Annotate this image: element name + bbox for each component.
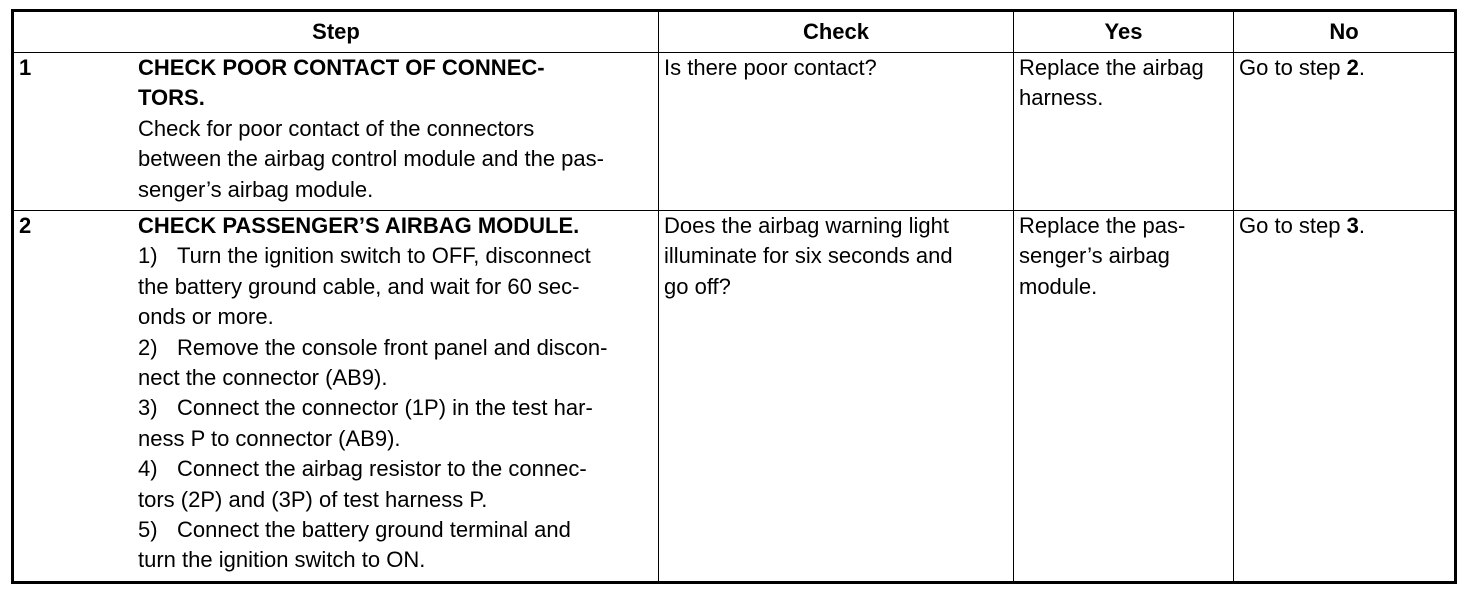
- substep: [138, 515, 654, 545]
- header-check: Check: [659, 11, 1014, 53]
- header-yes: Yes: [1014, 11, 1234, 53]
- substep-text: Connect the battery ground terminal and: [177, 517, 571, 543]
- step-title: TORS.: [138, 85, 205, 111]
- check-text: illuminate for six seconds and: [664, 243, 953, 269]
- no-suffix: .: [1358, 55, 1365, 80]
- step-text: Check for poor contact of the connectors: [138, 115, 535, 141]
- no-cell: [1234, 211, 1456, 583]
- table-row: [13, 53, 1456, 211]
- no-cell: [1234, 53, 1456, 211]
- step-text: between the airbag control module and the pas-: [138, 146, 604, 172]
- header-no: No: [1234, 11, 1456, 53]
- check-text: Does the airbag warning light: [664, 213, 949, 238]
- step-number: 2: [19, 213, 32, 238]
- yes-text: harness.: [1019, 85, 1104, 111]
- substep-text: Remove the console front panel and discon-: [177, 334, 608, 360]
- yes-text: Replace the airbag: [1019, 55, 1204, 80]
- step-title: CHECK POOR CONTACT OF CONNEC-: [138, 55, 545, 80]
- substep: [138, 393, 654, 423]
- no-suffix: .: [1358, 213, 1365, 238]
- yes-cell: [1014, 53, 1234, 211]
- substep: [138, 333, 654, 363]
- header-row: [13, 11, 1456, 53]
- diagnostic-table: [11, 9, 1457, 584]
- substep-number: 5): [138, 517, 158, 543]
- no-step-ref: 3: [1346, 213, 1359, 238]
- header-step: Step: [13, 11, 659, 53]
- no-text: Go to step: [1239, 213, 1347, 238]
- substep-text: tors (2P) and (3P) of test harness P.: [138, 486, 488, 512]
- yes-text: module.: [1019, 273, 1098, 299]
- no-step-ref: 2: [1346, 55, 1359, 80]
- substep: [138, 454, 654, 484]
- substep-text: ness P to connector (AB9).: [138, 425, 401, 451]
- substep-text: onds or more.: [138, 304, 274, 330]
- step-text: senger’s airbag module.: [138, 176, 374, 202]
- check-cell: [659, 53, 1014, 211]
- substep-text: Connect the airbag resistor to the connec-: [177, 456, 587, 482]
- step-number: 1: [19, 55, 32, 80]
- step-body: [138, 211, 654, 576]
- no-text: Go to step: [1239, 55, 1347, 80]
- substep-text: Connect the connector (1P) in the test har-: [177, 395, 593, 421]
- table-row: [13, 211, 1456, 583]
- step-body: [138, 53, 654, 205]
- yes-cell: [1014, 211, 1234, 583]
- substep-number: 2): [138, 334, 158, 360]
- substep: [138, 241, 654, 271]
- yes-text: senger’s airbag: [1019, 243, 1170, 269]
- check-text: Is there poor contact?: [664, 55, 877, 80]
- substep-number: 4): [138, 456, 158, 482]
- check-cell: [659, 211, 1014, 583]
- substep-text: the battery ground cable, and wait for 60 sec-: [138, 273, 580, 299]
- substep-text: nect the connector (AB9).: [138, 365, 388, 391]
- check-text: go off?: [664, 273, 731, 299]
- substep-number: 1): [138, 243, 158, 269]
- substep-text: turn the ignition switch to ON.: [138, 547, 426, 573]
- substep-number: 3): [138, 395, 158, 421]
- yes-text: Replace the pas-: [1019, 213, 1186, 238]
- step-cell: [13, 53, 659, 211]
- step-title: CHECK PASSENGER’S AIRBAG MODULE.: [138, 213, 580, 238]
- step-cell: [13, 211, 659, 583]
- substep-text: Turn the ignition switch to OFF, disconnect: [177, 243, 591, 269]
